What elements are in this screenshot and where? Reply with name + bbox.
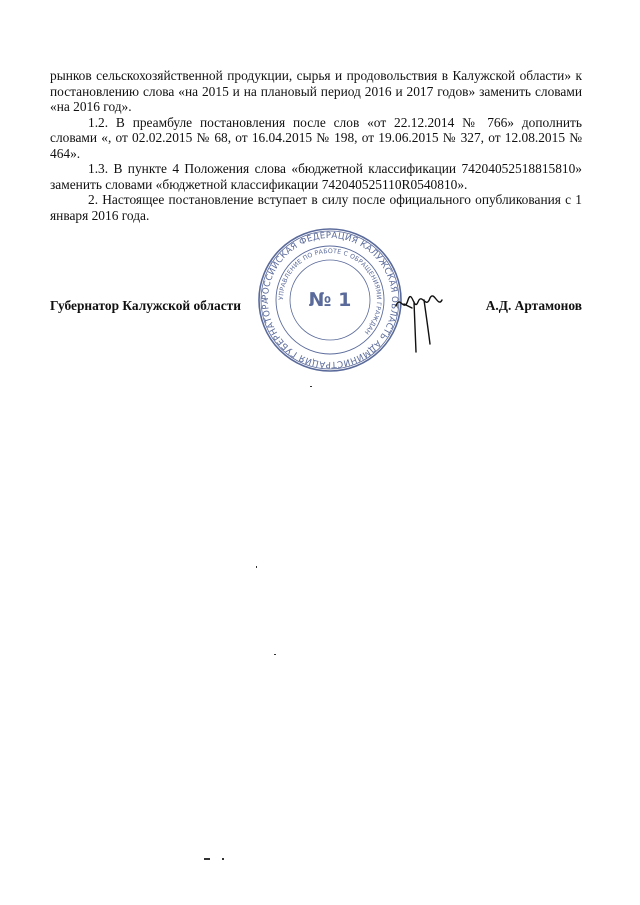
scan-speck [222, 858, 224, 860]
scan-speck [310, 386, 312, 387]
signatory-name: А.Д. Артамонов [485, 298, 582, 313]
official-seal-icon [256, 226, 404, 374]
paragraph-continuation: рынков сельскохозяйственной продукции, сырья и продовольствия в Калужской области» к постановлению слова «на 2015 и на плановый период 2016 и 2017 годов» заменить словами «на 2016 год». [50, 68, 582, 114]
seal-number: № 1 [308, 289, 352, 311]
seal-outer-text: РОССИЙСКАЯ ФЕДЕРАЦИЯ КАЛУЖСКАЯ ОБЛАСТЬ АДМИНИСТРАЦИЯ ГУБЕРНАТОРА [260, 230, 400, 370]
seal-inner-text: УПРАВЛЕНИЕ ПО РАБОТЕ С ОБРАЩЕНИЯМИ ГРАЖДАН [277, 247, 383, 336]
handwritten-signature-icon [390, 284, 450, 354]
scan-speck [204, 858, 210, 860]
document-body [50, 68, 582, 223]
paragraph-1-2: 1.2. В преамбуле постановления после слов «от 22.12.2014 № 766» дополнить словами «, от 02.02.2015 № 68, от 16.04.2015 № 198, от 19.06.2015 № 327, от 12.08.2015 № 464». [50, 114, 582, 161]
signatory-title: Губернатор Калужской области [50, 298, 241, 313]
scan-speck [274, 654, 276, 655]
paragraph-1-3: 1.3. В пункте 4 Положения слова «бюджетной классификации 74204052518815810» заменить словами «бюджетной классификации 742040525110R0540810». [50, 161, 582, 192]
scan-speck [256, 566, 257, 568]
paragraph-2: 2. Настоящее постановление вступает в силу после официального опубликования с 1 января 2016 года. [50, 192, 582, 223]
